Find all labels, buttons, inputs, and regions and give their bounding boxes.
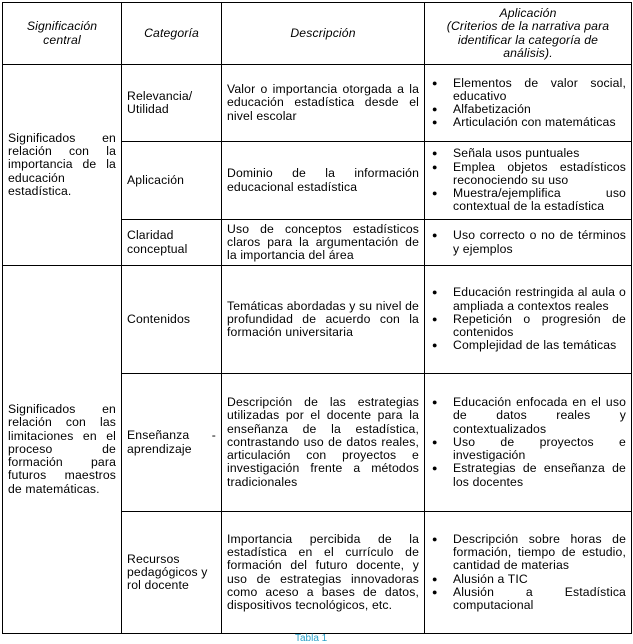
table-row — [3, 266, 632, 374]
descripcion-cell: Dominio de la información educacional estadística — [222, 142, 425, 220]
list-item: ● Estrategias de enseñanza de los docentes — [432, 461, 626, 489]
categoria-cell: Recursos pedagógicos y rol docente — [122, 512, 222, 634]
header-aplicacion-subtitle: (Criterios de la narrativa para identificar la categoría de análisis). — [446, 19, 610, 60]
bullet-icon: ● — [432, 77, 438, 88]
descripcion-cell: Importancia percibida de la estadística en el currículo de formación del futuro docente, y uso de estrategias innovadoras como aceso a bases de datos, dispositivos tecnológicos, etc. — [222, 512, 425, 634]
descripcion-cell: Uso de conceptos estadísticos claros para la argumentación de la importancia del área — [222, 220, 425, 266]
categoria-cell: Aplicación — [122, 142, 222, 220]
criteria-list — [430, 77, 626, 130]
bullet-icon: ● — [432, 148, 438, 159]
list-item: ● Emplea objetos estadísticos reconociendo su uso — [432, 159, 626, 187]
bullet-icon: ● — [432, 188, 438, 199]
bullet-icon: ● — [432, 586, 438, 597]
list-item: ● Repetición o progresión de contenidos — [432, 311, 626, 340]
header-descripcion: Descripción — [222, 3, 425, 65]
significacion-cell: Significados en relación con las limitaciones en el proceso de formación para futuros maestros de matemáticas. — [3, 266, 122, 634]
categoria-cell: Relevancia/ Utilidad — [122, 65, 222, 142]
header-aplicacion-title: Aplicación — [499, 6, 557, 21]
bullet-icon: ● — [432, 436, 438, 447]
categoria-cell: Contenidos — [122, 266, 222, 374]
bullet-icon: ● — [432, 397, 438, 408]
criteria-list — [430, 229, 626, 255]
header-row — [3, 3, 632, 65]
bullet-icon: ● — [432, 313, 438, 324]
bullet-icon: ● — [432, 230, 438, 241]
descripcion-cell: Valor o importancia otorgada a la educación estadística desde el nivel escolar — [222, 65, 425, 142]
list-item: ● Alusión a TIC — [432, 571, 528, 586]
list-item: ● Uso de proyectos e investigación — [432, 434, 626, 463]
criteria-list — [430, 533, 626, 612]
list-item: ● Señala usos puntuales — [432, 146, 580, 161]
descripcion-cell: Descripción de las estrategias utilizadas por el docente para la enseñanza de la estadística, contrastando uso de datos reales, articulación con proyectos e investigación frente a métodos tradicionales — [222, 374, 425, 512]
table-caption: Tabla 1 — [295, 633, 328, 644]
aplicacion-cell — [425, 266, 632, 374]
bullet-icon: ● — [432, 104, 438, 114]
criteria-list — [430, 286, 626, 352]
header-categoria: Categoría — [122, 3, 222, 65]
aplicacion-cell — [425, 374, 632, 512]
bullet-icon: ● — [432, 340, 438, 351]
bullet-icon: ● — [432, 463, 438, 474]
list-item: ● Alfabetización — [432, 102, 531, 116]
list-item: ● Educación restringida al aula o ampliada a contextos reales — [432, 285, 626, 313]
significacion-cell: Significados en relación con la importancia de la educación estadística. — [3, 65, 122, 266]
list-item: ● Muestra/ejemplifica uso contextual de la estadística — [432, 186, 626, 214]
aplicacion-cell — [425, 65, 632, 142]
list-item: ● Uso correcto o no de términos y ejemplos — [432, 228, 626, 256]
categoria-cell: Enseñanza - aprendizaje — [122, 374, 222, 512]
header-aplicacion — [425, 3, 632, 65]
list-item: ● Descripción sobre horas de formación, tiempo de estudio, cantidad de materias — [432, 531, 626, 573]
list-item: ● Alusión a Estadística computacional — [432, 584, 626, 612]
bullet-icon: ● — [432, 287, 438, 298]
criteria-list — [430, 147, 626, 213]
header-significacion: Significación central — [3, 3, 122, 65]
list-item: ● Elementos de valor social, educativo — [432, 75, 626, 103]
categories-table — [2, 2, 632, 634]
bullet-icon: ● — [432, 117, 438, 128]
list-item: ● Complejidad de las temáticas — [432, 338, 617, 353]
list-item: ● Articulación con matemáticas — [432, 115, 616, 130]
aplicacion-cell — [425, 142, 632, 220]
aplicacion-cell — [425, 220, 632, 266]
list-item: ● Educación enfocada en el uso de datos reales y contextualizados — [432, 395, 626, 436]
categoria-cell: Claridad conceptual — [122, 220, 222, 266]
bullet-icon: ● — [432, 533, 438, 544]
criteria-list — [430, 396, 626, 488]
descripcion-cell: Temáticas abordadas y su nivel de profundidad de acuerdo con la formación universitaria — [222, 266, 425, 374]
aplicacion-cell — [425, 512, 632, 634]
table-row — [3, 65, 632, 142]
bullet-icon: ● — [432, 161, 438, 172]
bullet-icon: ● — [432, 573, 438, 584]
